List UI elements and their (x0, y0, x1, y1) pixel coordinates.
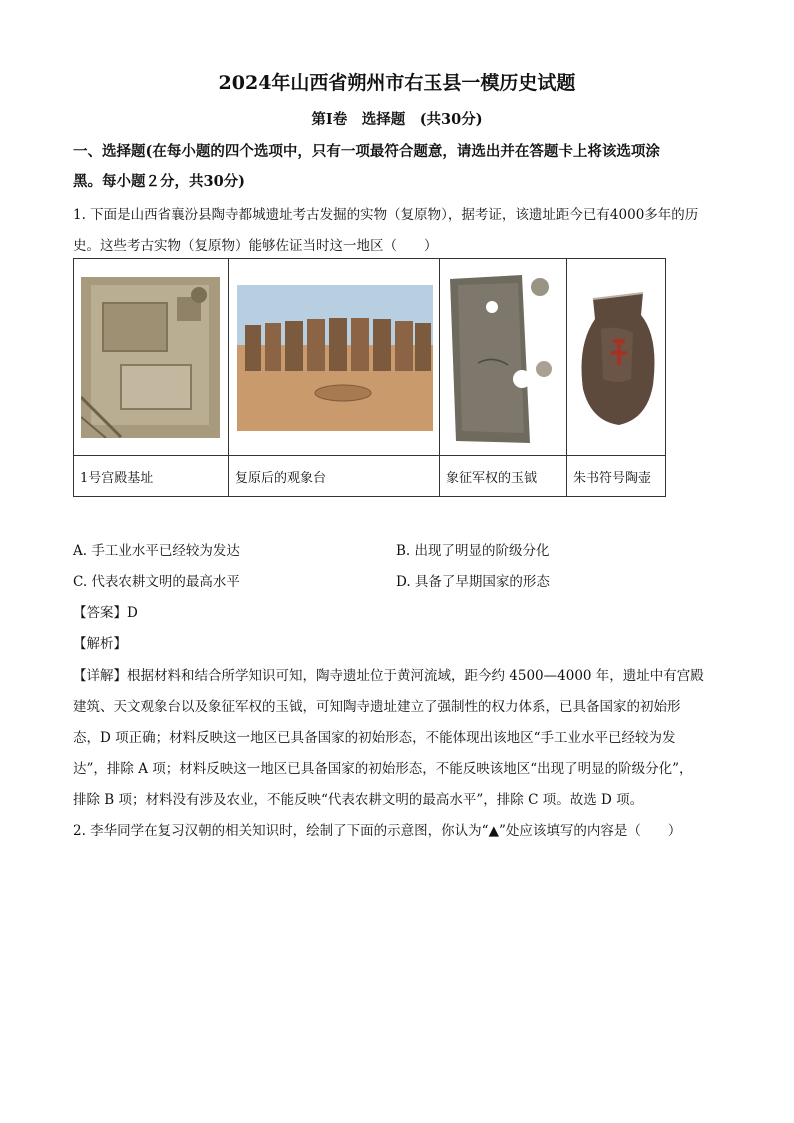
jade-axe-photo (448, 273, 558, 445)
artifact-image-table (73, 258, 666, 497)
section-instructions-line1: 一、选择题(在每小题的四个选项中，只有一项最符合题意，请选出并在答题卡上将该选项涂 (73, 143, 660, 160)
caption-palace: 1号宫殿基址 (74, 456, 229, 497)
question-2-stem: 2. 李华同学在复习汉朝的相关知识时，绘制了下面的示意图，你认为“▲”处应该填写的内容是（ ） (73, 823, 682, 839)
observatory-photo (237, 285, 433, 431)
section-instructions-line2: 黑。每小题２分，共30分) (73, 173, 246, 190)
detail-line-1: 【详解】根据材料和结合所学知识可知，陶寺遗址位于黄河流域，距今约 4500—4000 年，遗址中有宫殿 (73, 668, 704, 684)
question-1-stem-line1: 1. 下面是山西省襄汾县陶寺都城遗址考古发掘的实物（复原物），据考证，该遗址距今已有4000多年的历 (73, 207, 699, 223)
image-cell-palace (74, 259, 229, 456)
image-cell-observatory (229, 259, 440, 456)
option-a: A. 手工业水平已经较为发达 (73, 543, 240, 559)
page-title: 2024年山西省朔州市右玉县一模历史试题 (218, 72, 576, 94)
palace-site-photo (81, 277, 220, 438)
option-b: B. 出现了明显的阶级分化 (396, 543, 550, 559)
caption-pottery: 朱书符号陶壶 (567, 456, 666, 497)
section-subtitle: 第Ⅰ卷 选择题 (共30分) (311, 111, 483, 128)
image-cell-pottery (567, 259, 666, 456)
caption-observatory: 复原后的观象台 (229, 456, 440, 497)
option-c: C. 代表农耕文明的最高水平 (73, 574, 240, 590)
caption-jade-axe: 象征军权的玉钺 (440, 456, 567, 497)
detail-line-4: 达”，排除 A 项；材料反映这一地区已具备国家的初始形态，不能反映该地区“出现了明显的阶级分化”， (73, 761, 693, 777)
detail-line-2: 建筑、天文观象台以及象征军权的玉钺，可知陶寺遗址建立了强制性的权力体系，已具备国家的初始形 (73, 699, 681, 715)
image-cell-jade-axe (440, 259, 567, 456)
option-d: D. 具备了早期国家的形态 (396, 574, 550, 590)
analysis-label: 【解析】 (73, 636, 127, 652)
question-1-stem-line2: 史。这些考古实物（复原物）能够佐证当时这一地区（ ） (73, 238, 438, 254)
pottery-jar-photo (573, 289, 661, 429)
detail-line-5: 排除 B 项；材料没有涉及农业，不能反映“代表农耕文明的最高水平”，排除 C 项。故选 D 项。 (73, 792, 644, 808)
answer-line: 【答案】D (73, 605, 138, 621)
detail-line-3: 态，D 项正确；材料反映这一地区已具备国家的初始形态，不能体现出该地区“手工业水平已经较为发 (73, 730, 676, 746)
